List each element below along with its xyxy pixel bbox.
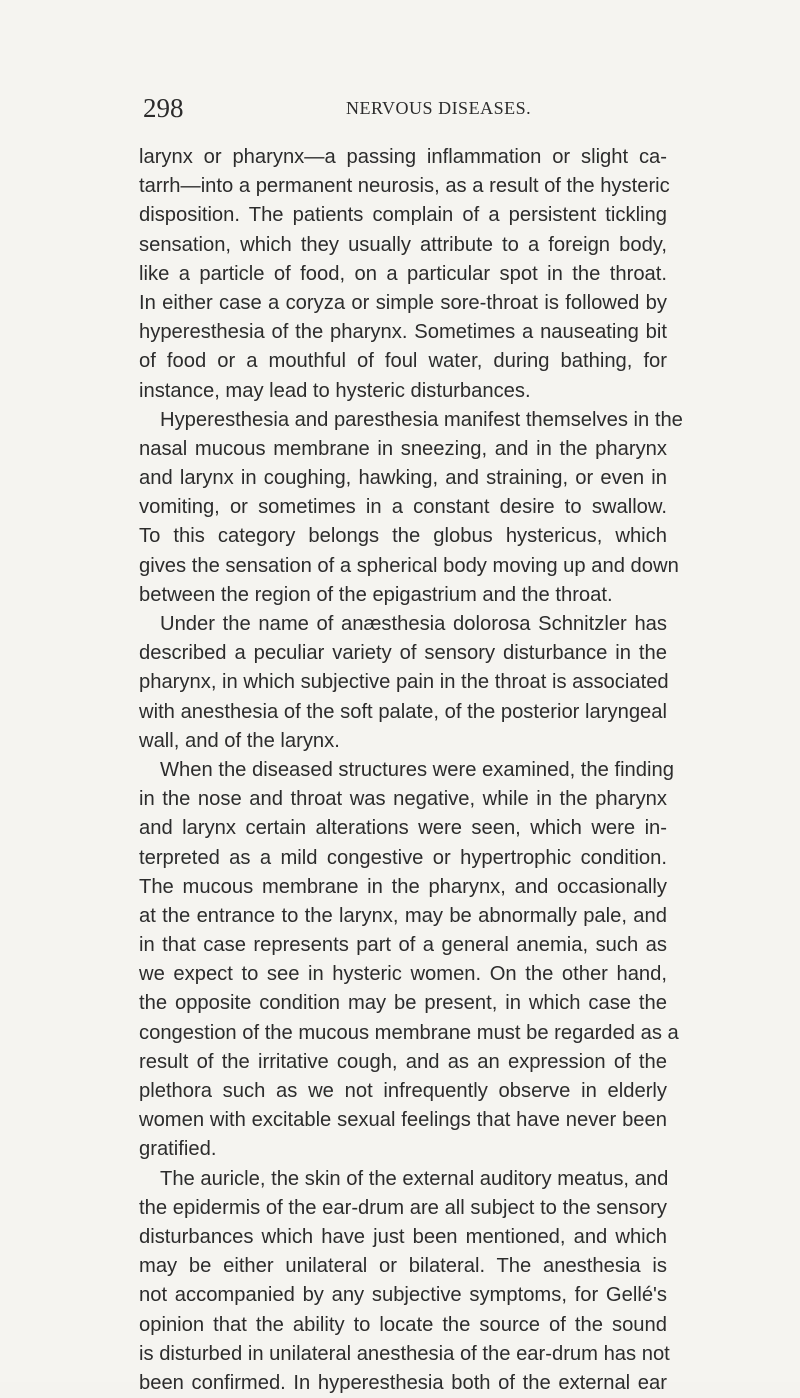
text-line: like a particle of food, on a particular spot in the throat. bbox=[139, 262, 667, 285]
text-line: may be either unilateral or bilateral. The anesthesia is bbox=[139, 1255, 667, 1278]
text-line: been confirmed. In hyperesthesia both of the external ear bbox=[139, 1371, 667, 1394]
text-line: disposition. The patients complain of a persistent tickling bbox=[139, 204, 667, 227]
page-number: 298 bbox=[143, 93, 184, 123]
text-line: plethora such as we not infrequently observe in elderly bbox=[139, 1080, 667, 1102]
text-line: described a peculiar variety of sensory disturbance in the bbox=[139, 642, 667, 665]
text-line: In either case a coryza or simple sore-throat is followed by bbox=[139, 291, 667, 314]
text-line: The auricle, the skin of the external auditory meatus, and bbox=[160, 1167, 669, 1190]
text-line: congestion of the mucous membrane must be regarded as a bbox=[139, 1021, 679, 1044]
text-line: sensation, which they usually attribute to a foreign body, bbox=[139, 233, 667, 256]
text-line: instance, may lead to hysteric disturbances. bbox=[139, 379, 531, 402]
text-line: To this category belongs the globus hystericus, which bbox=[139, 525, 667, 548]
running-head: NERVOUS DISEASES. bbox=[346, 98, 532, 118]
text-line: opinion that the ability to locate the source of the sound bbox=[139, 1313, 667, 1336]
text-line: in the nose and throat was negative, while in the pharynx bbox=[139, 788, 667, 811]
text-line: gives the sensation of a spherical body moving up and down bbox=[139, 554, 679, 577]
text-line: nasal mucous membrane in sneezing, and in the pharynx bbox=[139, 437, 667, 460]
text-line: we expect to see in hysteric women. On the other hand, bbox=[139, 963, 667, 986]
text-line: and larynx in coughing, hawking, and straining, or even in bbox=[139, 467, 667, 490]
text-line: and larynx certain alterations were seen, which were in- bbox=[139, 817, 667, 840]
text-line: gratified. bbox=[139, 1138, 217, 1161]
text-line: Under the name of anæsthesia dolorosa Schnitzler has bbox=[160, 613, 667, 635]
text-line: When the diseased structures were examined, the finding bbox=[160, 758, 674, 781]
text-line: the epidermis of the ear-drum are all subject to the sensory bbox=[139, 1196, 667, 1219]
text-line: between the region of the epigastrium and the throat. bbox=[139, 583, 613, 606]
text-line: larynx or pharynx—a passing inflammation or slight ca- bbox=[139, 146, 667, 168]
text-line: of food or a mouthful of foul water, during bathing, for bbox=[139, 350, 667, 373]
text-line: at the entrance to the larynx, may be abnormally pale, and bbox=[139, 904, 667, 927]
text-line: terpreted as a mild congestive or hypertrophic condition. bbox=[139, 846, 667, 869]
text-line: women with excitable sexual feelings that have never been bbox=[139, 1109, 667, 1132]
text-line: in that case represents part of a general anemia, such as bbox=[139, 934, 667, 957]
text-line: result of the irritative cough, and as an expression of the bbox=[139, 1050, 667, 1073]
page-header bbox=[143, 93, 663, 123]
text-line: The mucous membrane in the pharynx, and occasionally bbox=[139, 875, 667, 898]
text-line: tarrh—into a permanent neurosis, as a result of the hysteric bbox=[139, 175, 670, 198]
text-line: vomiting, or sometimes in a constant desire to swallow. bbox=[139, 496, 667, 519]
body-text bbox=[139, 143, 683, 1398]
text-line: not accompanied by any subjective symptoms, for Gellé's bbox=[139, 1284, 667, 1307]
text-line: the opposite condition may be present, in which case the bbox=[139, 992, 667, 1015]
text-line: hyperesthesia of the pharynx. Sometimes a nauseating bit bbox=[139, 321, 667, 344]
text-line: wall, and of the larynx. bbox=[139, 729, 340, 752]
text-line: with anesthesia of the soft palate, of the posterior laryngeal bbox=[139, 700, 667, 723]
text-line: disturbances which have just been mentioned, and which bbox=[139, 1225, 667, 1248]
text-line: pharynx, in which subjective pain in the throat is associated bbox=[139, 671, 669, 694]
text-line: is disturbed in unilateral anesthesia of the ear-drum has not bbox=[139, 1342, 670, 1365]
text-line: Hyperesthesia and paresthesia manifest themselves in the bbox=[160, 408, 683, 431]
